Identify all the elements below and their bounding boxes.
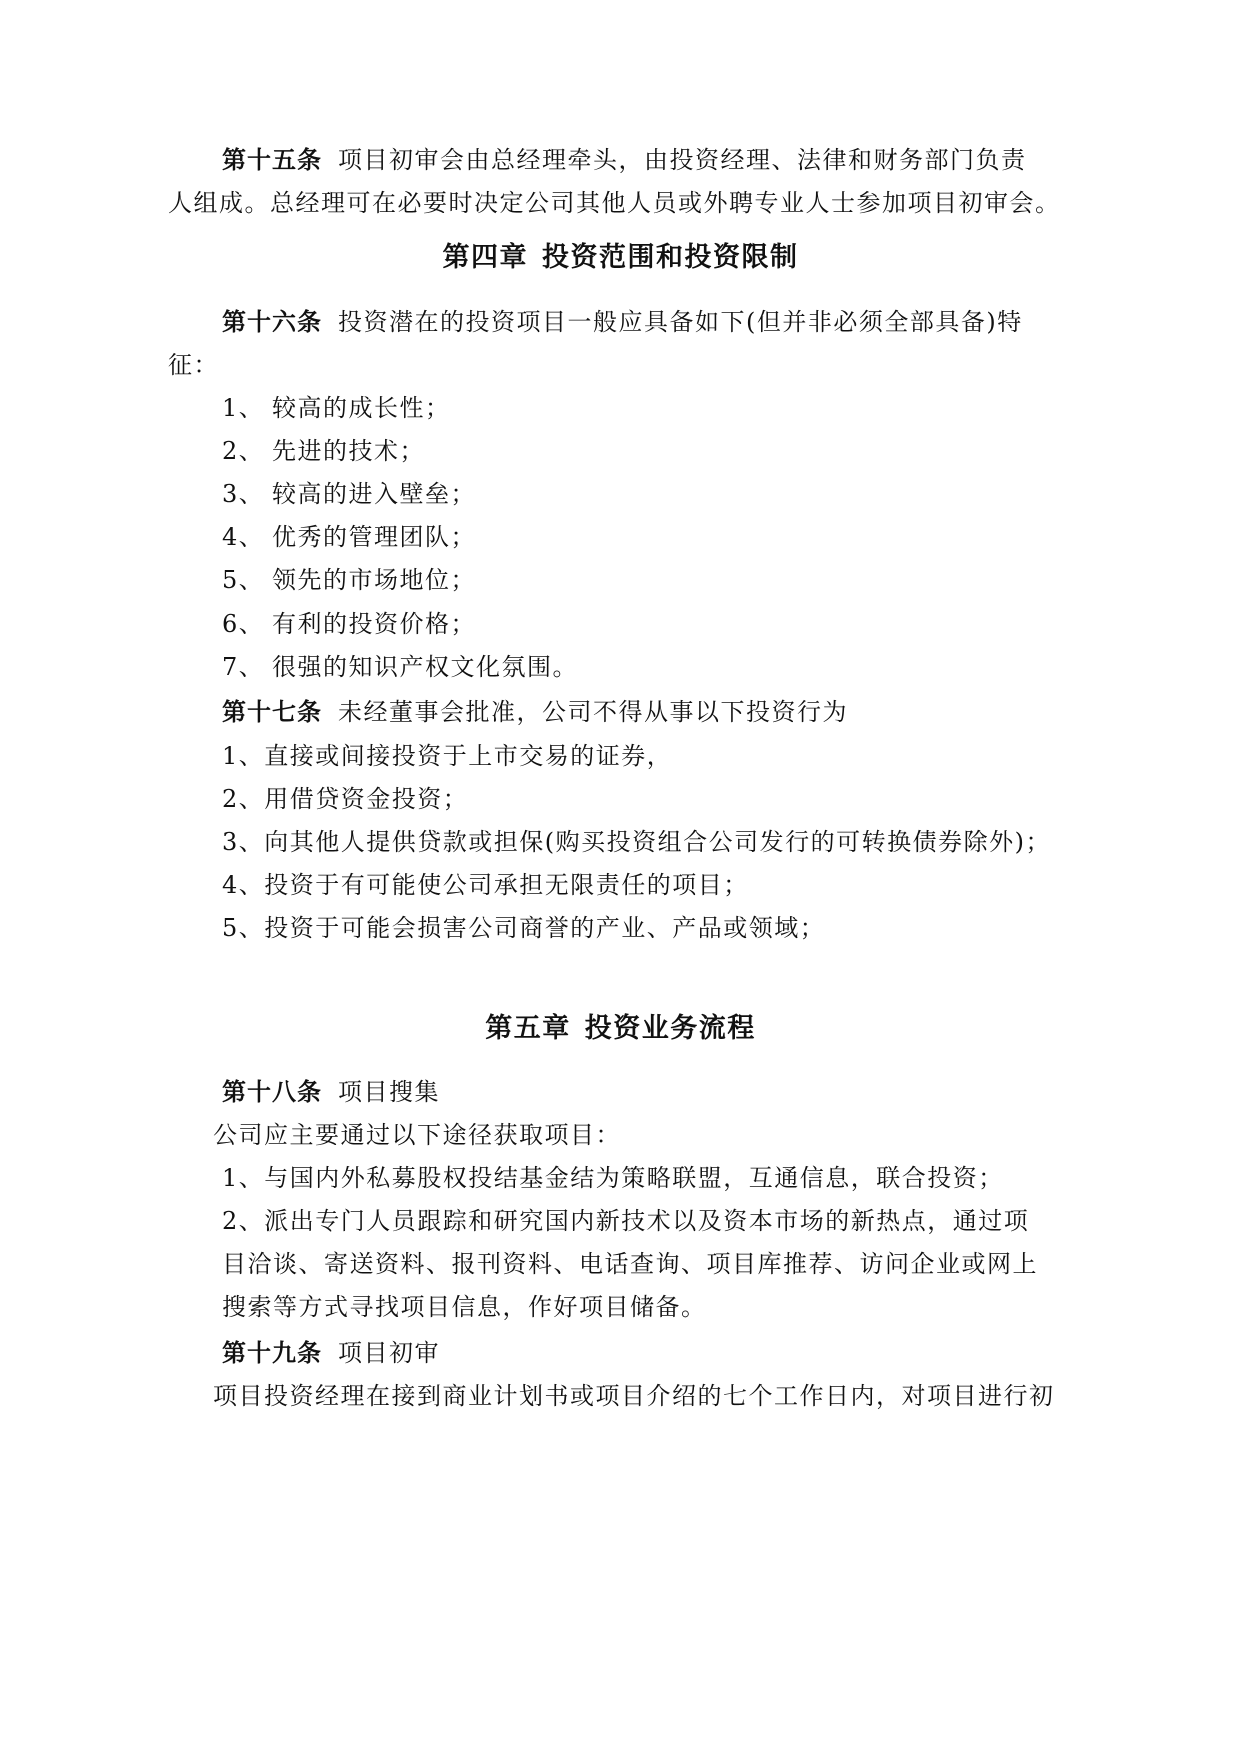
list-text: 先进的技术； — [272, 437, 425, 465]
list-text: 有利的投资价格； — [272, 610, 476, 638]
article-17-text-1: 未经董事会批准，公司不得从事以下投资行为 — [338, 698, 848, 726]
list-text: 很强的知识产权文化氛围。 — [272, 653, 578, 681]
article-15-line-2: 人组成。总经理可在必要时决定公司其他人员或外聘专业人士参加项目初审会。 — [168, 189, 1061, 217]
list-number: 2、 — [222, 437, 265, 465]
chapter-4-title: 投资范围和投资限制 — [542, 242, 799, 273]
list-number: 7、 — [222, 653, 265, 681]
article-18-item-2-line-3: 搜索等方式寻找项目信息，作好项目储备。 — [222, 1293, 707, 1321]
article-16-label: 第十六条 — [222, 308, 322, 336]
list-number: 3、 — [222, 480, 265, 508]
article-17-line-1 — [222, 697, 848, 727]
article-18-title: 项目搜集 — [338, 1078, 440, 1106]
article-16-item-3 — [222, 479, 476, 509]
article-15-text-1: 项目初审会由总经理牵头，由投资经理、法律和财务部门负责 — [338, 146, 1027, 174]
article-16-item-6 — [222, 609, 476, 639]
chapter-5-heading — [0, 1012, 1241, 1046]
article-17-item-4: 4、投资于有可能使公司承担无限责任的项目； — [222, 871, 749, 899]
article-18-intro: 公司应主要通过以下途径获取项目： — [213, 1121, 621, 1149]
list-number: 1、 — [222, 394, 265, 422]
list-number: 4、 — [222, 523, 265, 551]
article-18-label: 第十八条 — [222, 1078, 322, 1106]
article-17-item-2: 2、用借贷资金投资； — [222, 785, 469, 813]
article-17-label: 第十七条 — [222, 698, 322, 726]
chapter-5-title: 投资业务流程 — [584, 1013, 756, 1044]
list-number: 6、 — [222, 610, 265, 638]
article-17-item-5: 5、投资于可能会损害公司商誉的产业、产品或领域； — [222, 914, 826, 942]
article-16-item-2 — [222, 436, 425, 466]
article-16-item-7 — [222, 652, 578, 682]
chapter-5-number: 第五章 — [485, 1013, 571, 1044]
list-text: 较高的成长性； — [272, 394, 451, 422]
article-18-item-1: 1、与国内外私募股权投结基金结为策略联盟，互通信息，联合投资； — [222, 1164, 1004, 1192]
article-15-line-1 — [222, 145, 1027, 175]
list-number: 5、 — [222, 566, 265, 594]
article-15-label: 第十五条 — [222, 146, 322, 174]
article-18-item-2-line-2: 目洽谈、寄送资料、报刊资料、电话查询、项目库推荐、访问企业或网上 — [222, 1250, 1038, 1278]
article-16-text-1: 投资潜在的投资项目一般应具备如下(但并非必须全部具备)特 — [338, 308, 1023, 336]
article-18-line-1 — [222, 1077, 440, 1107]
list-text: 领先的市场地位； — [272, 566, 476, 594]
article-16-line-1 — [222, 307, 1023, 337]
list-text: 优秀的管理团队； — [272, 523, 476, 551]
article-18-item-2-line-1: 2、派出专门人员跟踪和研究国内新技术以及资本市场的新热点，通过项 — [222, 1207, 1030, 1235]
article-16-line-2: 征： — [168, 351, 219, 379]
list-text: 较高的进入壁垒； — [272, 480, 476, 508]
article-19-title: 项目初审 — [338, 1339, 440, 1367]
chapter-4-number: 第四章 — [442, 242, 528, 273]
article-19-text-1: 项目投资经理在接到商业计划书或项目介绍的七个工作日内，对项目进行初 — [213, 1382, 1055, 1410]
article-16-item-5 — [222, 565, 476, 595]
article-17-item-3: 3、向其他人提供贷款或担保(购买投资组合公司发行的可转换债券除外)； — [222, 828, 1051, 856]
article-19-line-1 — [222, 1338, 440, 1368]
article-17-item-1: 1、直接或间接投资于上市交易的证券， — [222, 742, 673, 770]
article-19-label: 第十九条 — [222, 1339, 322, 1367]
chapter-4-heading — [0, 241, 1241, 275]
article-16-item-1 — [222, 393, 451, 423]
article-16-item-4 — [222, 522, 476, 552]
